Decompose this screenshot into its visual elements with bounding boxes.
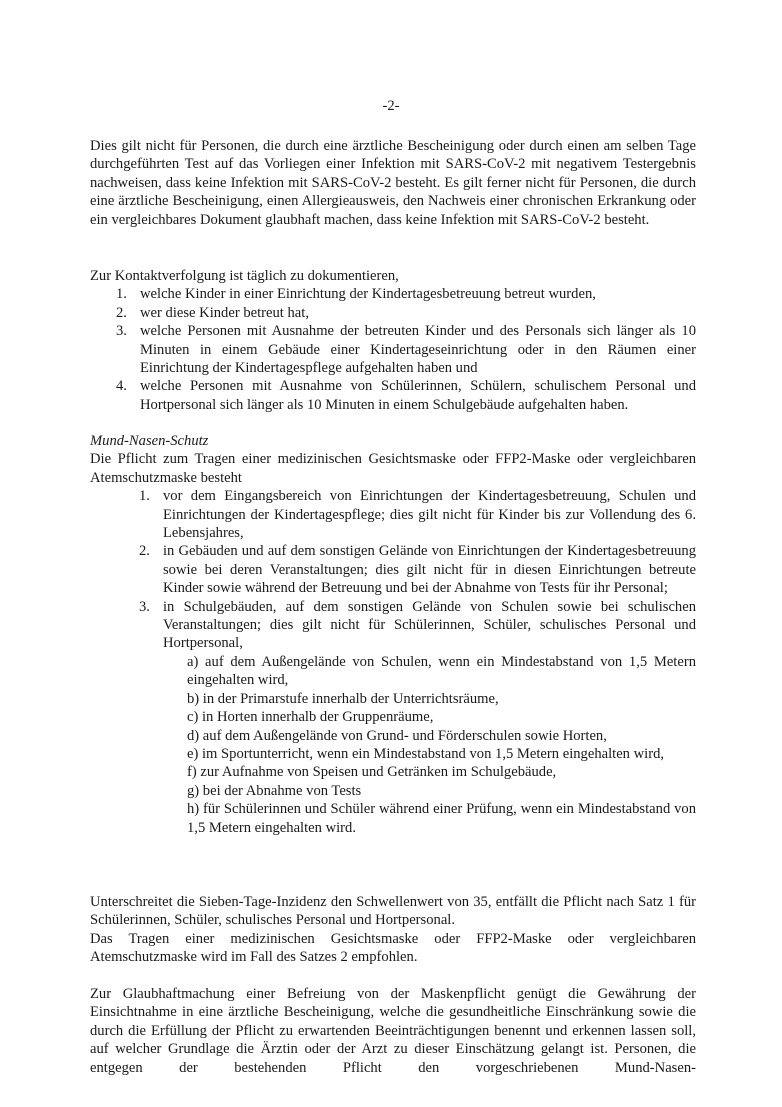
list-number: 2.	[139, 543, 150, 560]
contact-tracing-list	[90, 285, 696, 414]
list-item-text: vor dem Eingangsbereich von Einrichtungen der Kindertagesbetreuung, Schulen und Einrichtungen der Kindertagespflege; dies gilt nicht für Kinder bis zur Vollendung des 6. Lebensjahres,	[163, 488, 696, 542]
paragraph-text: Dies gilt nicht für Personen, die durch eine ärztliche Bescheinigung oder durch einen am selben Tage durchgeführten Test auf das Vorliegen einer Infektion mit SARS-CoV-2 mit negativem Testergebnis nachweisen, dass keine Infektion mit SARS-CoV-2 besteht. Es gilt ferner nicht für Personen, die durch eine ärztliche Bescheinigung, einen Allergieausweis, den Nachweis einer chronischen Erkrankung oder ein vergleichbares Dokument glaubhaft machen, dass keine Infektion mit SARS-CoV-2 besteht.	[90, 138, 696, 228]
list-number: 3.	[116, 323, 127, 340]
sub-list-item: h) für Schülerinnen und Schüler während einer Prüfung, wenn ein Mindestabstand von 1,5 Metern eingehalten wird.	[187, 801, 696, 836]
sub-list-item: b) in der Primarstufe innerhalb der Unterrichtsräume,	[187, 690, 499, 707]
list-item	[116, 377, 696, 414]
list-number: 1.	[116, 286, 127, 303]
list-number: 4.	[116, 378, 127, 395]
list-number: 2.	[116, 304, 127, 321]
list-item-text: in Gebäuden und auf dem sonstigen Gelände von Einrichtungen der Kindertagesbetreuung sowie bei deren Veranstaltungen; dies gilt nicht für in diesen Einrichtungen betreute Kinder sowie während der Betreuung und bei der Abnahme von Tests für ihr Personal;	[163, 543, 696, 597]
list-item	[139, 542, 696, 597]
list-item-text: welche Kinder in einer Einrichtung der Kindertagesbetreuung betreut wurden,	[140, 286, 596, 303]
list-item-text: in Schulgebäuden, auf dem sonstigen Gelände von Schulen sowie bei schulischen Veranstaltungen; dies gilt nicht für Schülerinnen, Schüler, schulisches Personal und Hortpersonal,	[163, 598, 696, 652]
incidence-section	[90, 893, 696, 967]
mask-list	[90, 487, 696, 837]
list-item	[116, 322, 696, 377]
sub-list-item: g) bei der Abnahme von Tests	[187, 782, 362, 799]
list-item	[139, 487, 696, 542]
exemption-paragraph	[90, 137, 696, 229]
paragraph-text: Zur Glaubhaftmachung einer Befreiung von der Maskenpflicht genügt die Gewährung der Einsichtnahme in eine ärztliche Bescheinigung, welche die gesundheitliche Einschränkung sowie die durch die Erfüllung der Pflicht zu erwartenden Beeinträchtigungen benennt und erkennen lassen soll, auf welcher Grundlage die Ärztin oder der Arzt zu dieser Einschätzung gelangt ist. Personen, die entgegen der bestehenden Pflicht den vorgeschriebenen Mund-Nasen-	[90, 986, 696, 1076]
page-number: -2-	[382, 98, 400, 114]
mask-intro: Die Pflicht zum Tragen einer medizinischen Gesichtsmaske oder FFP2-Maske oder vergleichbaren Atemschutzmaske besteht	[90, 451, 696, 486]
list-item-text: welche Personen mit Ausnahme der betreuten Kinder und des Personals sich länger als 10 Minuten in einem Gebäude einer Kindertageseinrichtung oder in den Räumen einer Einrichtung der Kindertagespflege aufgehalten haben und	[140, 323, 696, 377]
contact-tracing-intro: Zur Kontaktverfolgung ist täglich zu dokumentieren,	[90, 268, 399, 284]
sub-list-item: d) auf dem Außengelände von Grund- und Förderschulen sowie Horten,	[187, 727, 607, 744]
list-item	[116, 304, 696, 322]
list-number: 1.	[139, 488, 150, 505]
incidence-paragraph: Unterschreitet die Sieben-Tage-Inzidenz den Schwellenwert von 35, entfällt die Pflicht nach Satz 1 für Schülerinnen, Schüler, schulisches Personal und Hortpersonal.	[90, 894, 696, 929]
list-item	[116, 285, 696, 303]
recommendation-paragraph: Das Tragen einer medizinischen Gesichtsmaske oder FFP2-Maske oder vergleichbaren Atemschutzmaske wird im Fall des Satzes 2 empfohlen.	[90, 930, 696, 966]
list-item	[139, 598, 696, 837]
contact-tracing-section	[90, 267, 696, 414]
mask-section	[90, 432, 696, 837]
sub-list-item: a) auf dem Außengelände von Schulen, wenn ein Mindestabstand von 1,5 Metern eingehalten wird,	[187, 653, 696, 689]
list-item-text: welche Personen mit Ausnahme von Schülerinnen, Schülern, schulischem Personal und Hortpersonal sich länger als 10 Minuten in einem Schulgebäude aufgehalten haben.	[140, 378, 696, 413]
exemption-proof-paragraph	[90, 985, 696, 1077]
sub-list-item: c) in Horten innerhalb der Gruppenräume,	[187, 709, 434, 726]
sub-list-item: f) zur Aufnahme von Speisen und Getränken im Schulgebäude,	[187, 764, 557, 781]
list-number: 3.	[139, 598, 150, 615]
list-item-text: wer diese Kinder betreut hat,	[140, 304, 309, 321]
sub-list-item: e) im Sportunterricht, wenn ein Mindestabstand von 1,5 Metern eingehalten wird,	[187, 745, 665, 762]
section-heading: Mund-Nasen-Schutz	[90, 433, 209, 449]
sub-list	[163, 653, 696, 837]
